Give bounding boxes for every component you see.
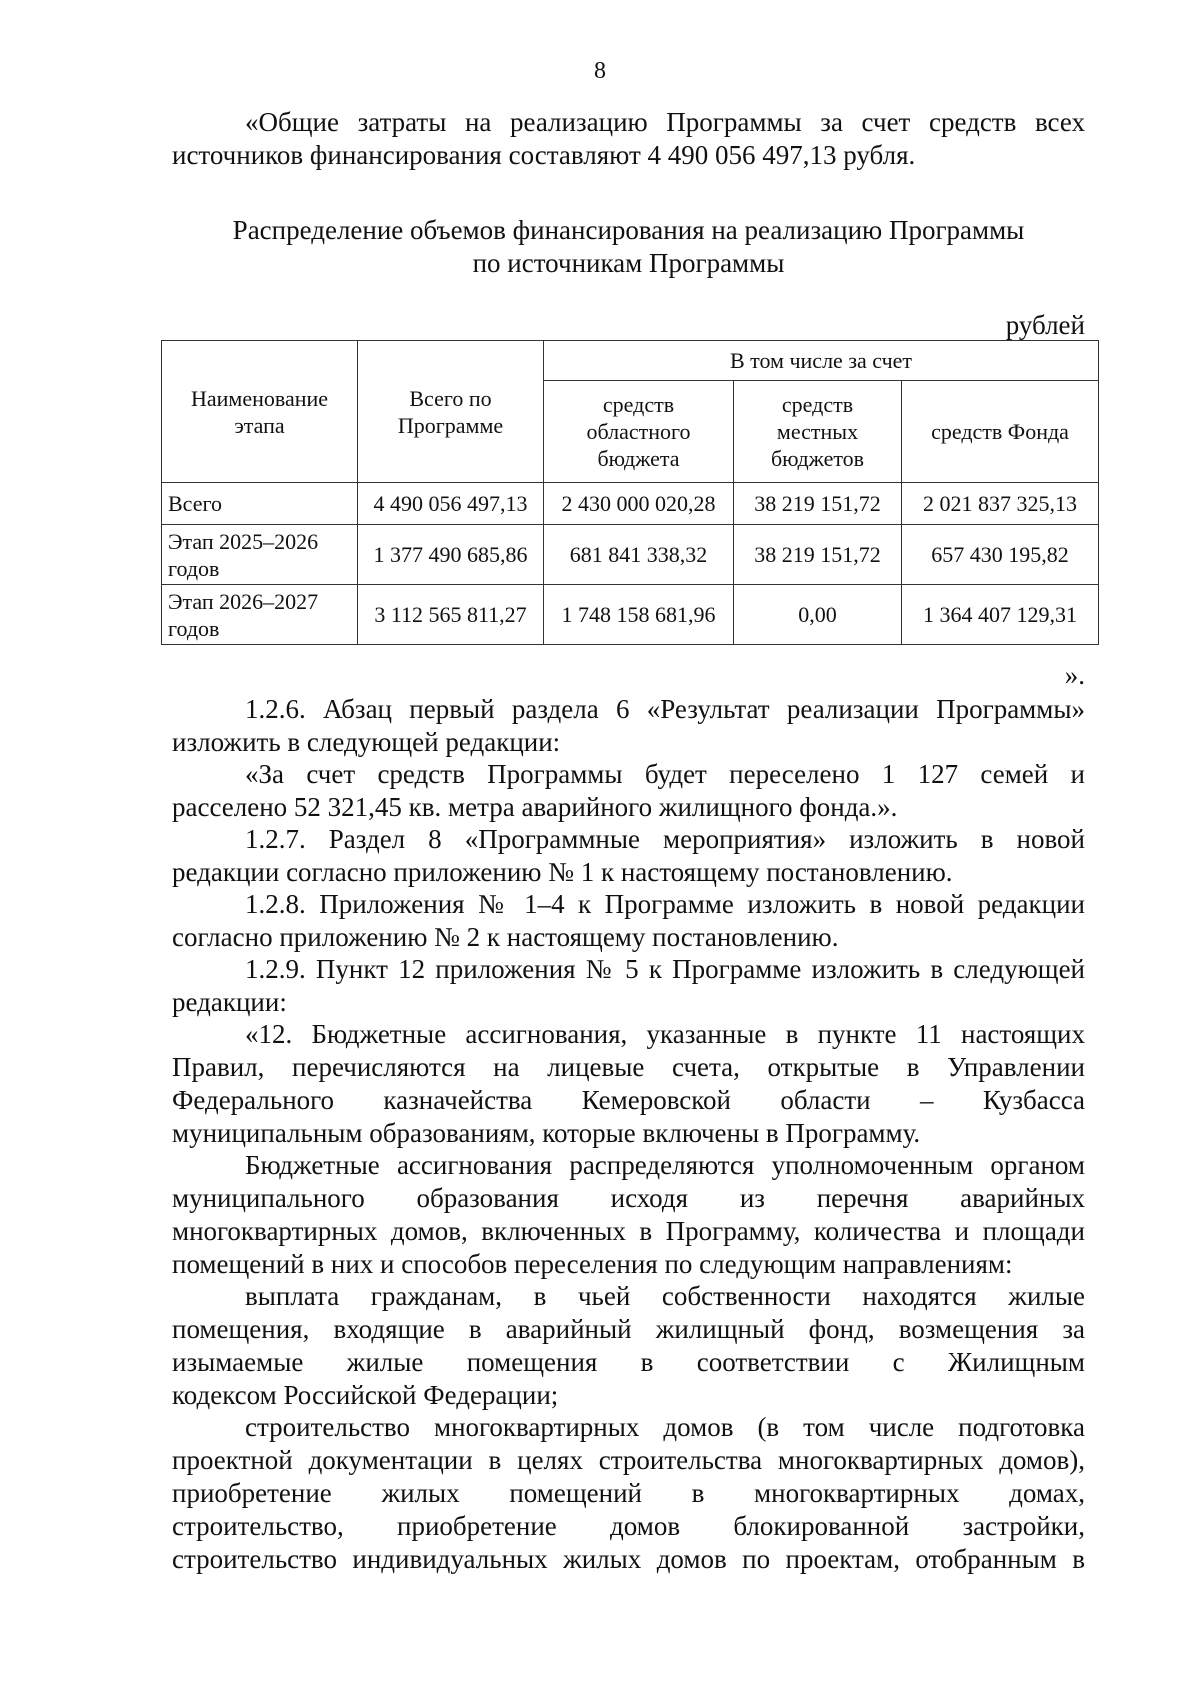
cell-fund: 1 364 407 129,31 — [902, 585, 1099, 645]
table-row — [162, 525, 1099, 585]
header-stage: Наименование этапа — [162, 341, 358, 483]
financing-table — [161, 340, 1099, 645]
header-fund: средств Фонда — [902, 381, 1099, 483]
paragraph-1-2-8: 1.2.8. Приложения № 1–4 к Программе изложить в новой редакции согласно приложению № 2 к настоящему постановлению. — [172, 889, 1085, 952]
table-unit: рублей — [1005, 310, 1085, 340]
cell-stage: Всего — [162, 483, 358, 525]
cell-total: 1 377 490 685,86 — [358, 525, 544, 585]
table-row — [162, 483, 1099, 525]
paragraph-1-2-7: 1.2.7. Раздел 8 «Программные мероприятия» изложить в новой редакции согласно приложению № 1 к настоящему постановлению. — [172, 824, 1085, 887]
paragraph-1-2-6-quote: «За счет средств Программы будет переселено 1 127 семей и расселено 52 321,45 кв. метра аварийного жилищного фонда.». — [172, 759, 1085, 822]
cell-local: 38 219 151,72 — [734, 483, 902, 525]
header-including: В том числе за счет — [544, 341, 1099, 381]
cell-stage: Этап 2026–2027 годов — [162, 585, 358, 645]
table-row — [162, 585, 1099, 645]
table-caption: Распределение объемов финансирования на реализацию Программы по источникам Программы — [232, 215, 1025, 278]
cell-regional: 2 430 000 020,28 — [544, 483, 734, 525]
table-close-quote: ». — [1064, 660, 1085, 690]
cell-total: 4 490 056 497,13 — [358, 483, 544, 525]
page-number: 8 — [594, 58, 606, 84]
header-total: Всего по Программе — [358, 341, 544, 483]
paragraph-1-2-6: 1.2.6. Абзац первый раздела 6 «Результат реализации Программы» изложить в следующей редакции: — [172, 694, 1085, 757]
cell-fund: 2 021 837 325,13 — [902, 483, 1099, 525]
paragraph-payment: выплата гражданам, в чьей собственности находятся жилые помещения, входящие в аварийный жилищный фонд, возмещения за изымаемые жилые помещения в соответствии с Жилищным кодексом Российской Федерации; — [172, 1281, 1085, 1410]
paragraph-12-quote: «12. Бюджетные ассигнования, указанные в пункте 11 настоящих Правил, перечисляются на лицевые счета, открытые в Управлении Федерального казначейства Кемеровской области – Кузбасса муниципальным образованиям, которые включены в Программу. — [172, 1019, 1085, 1148]
cell-local: 38 219 151,72 — [734, 525, 902, 585]
cell-local: 0,00 — [734, 585, 902, 645]
header-local: средств местных бюджетов — [734, 381, 902, 483]
intro-paragraph: «Общие затраты на реализацию Программы за счет средств всех источников финансирования составляют 4 490 056 497,13 рубля. — [172, 107, 1085, 170]
paragraph-construction: строительство многоквартирных домов (в том числе подготовка проектной документации в целях строительства многоквартирных домов), приобретение жилых помещений в многоквартирных домах, строительство, приобретение домов блокированной застройки, строительство индивидуальных жилых домов по проектам, отобранным в — [172, 1412, 1085, 1574]
cell-regional: 1 748 158 681,96 — [544, 585, 734, 645]
header-regional: средств областного бюджета — [544, 381, 734, 483]
cell-total: 3 112 565 811,27 — [358, 585, 544, 645]
cell-regional: 681 841 338,32 — [544, 525, 734, 585]
paragraph-budget: Бюджетные ассигнования распределяются уполномоченным органом муниципального образования исходя из перечня аварийных многоквартирных домов, включенных в Программу, количества и площади помещений в них и способов переселения по следующим направлениям: — [172, 1150, 1085, 1279]
cell-fund: 657 430 195,82 — [902, 525, 1099, 585]
paragraph-1-2-9: 1.2.9. Пункт 12 приложения № 5 к Программе изложить в следующей редакции: — [172, 954, 1085, 1017]
table-header-row — [162, 341, 1099, 381]
cell-stage: Этап 2025–2026 годов — [162, 525, 358, 585]
